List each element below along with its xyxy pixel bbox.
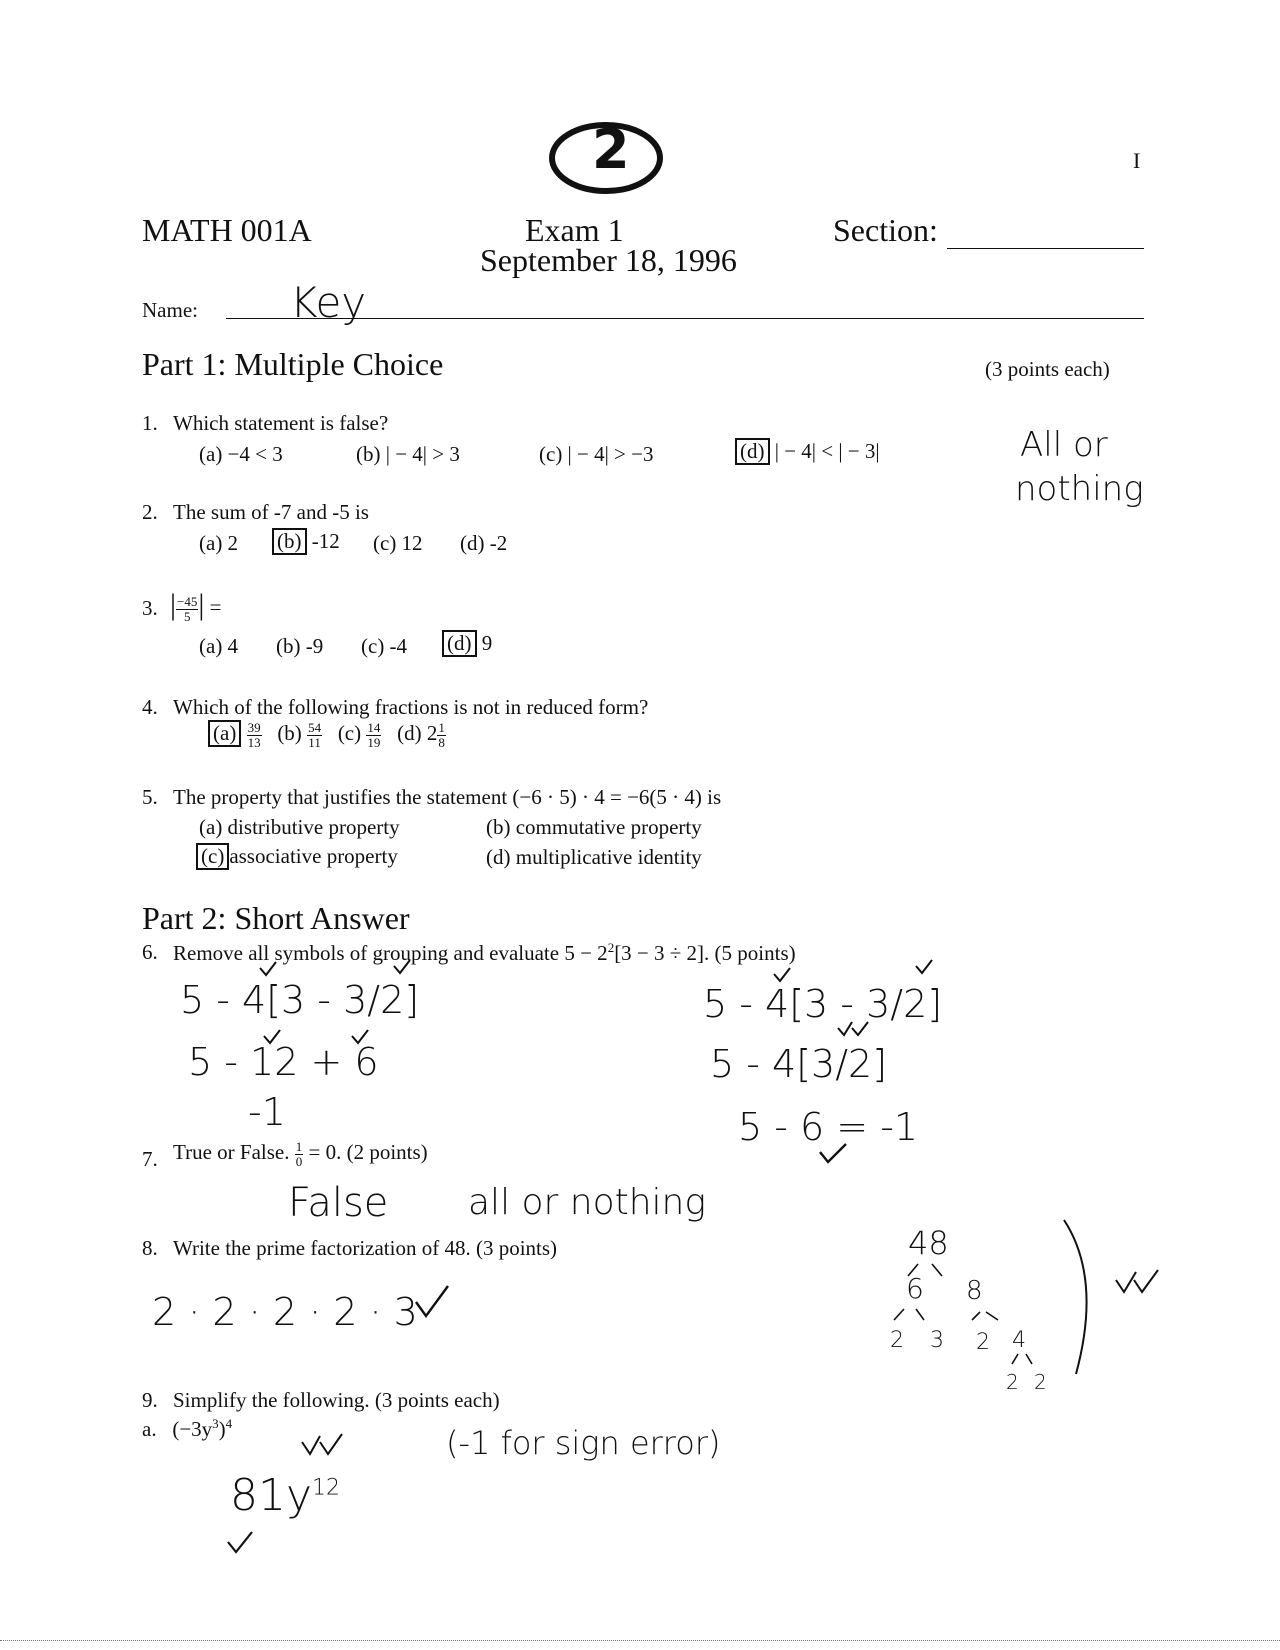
check-icon bbox=[414, 1284, 450, 1318]
q7-note: all or nothing bbox=[468, 1182, 706, 1223]
q3-option-d-text: 9 bbox=[481, 631, 493, 655]
q2-option-d: (d) -2 bbox=[460, 531, 508, 555]
tree-root: 48 bbox=[908, 1224, 949, 1262]
q7-answer: False bbox=[288, 1180, 389, 1226]
exam-title: Exam 1 bbox=[525, 212, 624, 248]
q3-answer-box: (d) bbox=[442, 630, 477, 657]
name-label: Name: bbox=[142, 298, 198, 322]
q5-option-d: (d) multiplicative identity bbox=[486, 845, 702, 869]
q6-work-left-3: -1 bbox=[248, 1090, 286, 1134]
tree-node: 2 bbox=[976, 1330, 990, 1355]
q6-number: 6. bbox=[142, 940, 158, 964]
q4-text: Which of the following fractions is not in reduced form? bbox=[173, 695, 649, 719]
q2-number: 2. bbox=[142, 500, 158, 524]
all-or-nothing-note-1: All or bbox=[1020, 425, 1108, 465]
q3-option-c: (c) -4 bbox=[361, 634, 408, 658]
q9-number: 9. bbox=[142, 1388, 158, 1412]
double-check-icon bbox=[300, 1432, 344, 1456]
tree-node: 8 bbox=[966, 1276, 983, 1306]
exam-date: September 18, 1996 bbox=[480, 242, 737, 278]
all-or-nothing-note-2: nothing bbox=[1015, 469, 1144, 509]
q3-number: 3. bbox=[142, 596, 158, 620]
q5-text: The property that justifies the statement (−6 · 5) · 4 = −6(5 · 4) is bbox=[173, 785, 722, 809]
q6-text: Remove all symbols of grouping and evaluate $5 - 2^2[3 - 3 \div 2]$. (5 points) bbox=[173, 940, 796, 965]
q1-option-d bbox=[735, 438, 880, 465]
q6-work-right-3: 5 - 6 = -1 bbox=[738, 1105, 919, 1149]
tree-node: 6 bbox=[906, 1272, 924, 1305]
check-icon bbox=[258, 960, 278, 978]
q3-fraction: $\frac{-45}{5}$ bbox=[177, 594, 198, 624]
q5-answer-box: (c) bbox=[196, 843, 229, 870]
q9-part-a: a. $(-3y^3)^4$ bbox=[142, 1416, 233, 1441]
check-icon bbox=[350, 1028, 370, 1046]
q7-number: 7. bbox=[142, 1147, 158, 1171]
tree-node: 2 bbox=[1034, 1370, 1047, 1394]
q9-answer: $81y^{12}$ bbox=[230, 1470, 341, 1521]
page-badge: 2 bbox=[592, 118, 630, 181]
check-icon bbox=[262, 1028, 282, 1046]
check-icon bbox=[226, 1530, 254, 1554]
q5-option-c-text: associative property bbox=[229, 844, 398, 868]
q8-answer: 2 · 2 · 2 · 2 · 3 bbox=[152, 1290, 418, 1334]
part2-title: Part 2: Short Answer bbox=[142, 900, 410, 936]
tree-node: 3 bbox=[930, 1328, 944, 1353]
tree-node: 2 bbox=[890, 1328, 904, 1353]
q5-number: 5. bbox=[142, 785, 158, 809]
q1-text: Which statement is false? bbox=[173, 411, 389, 435]
check-icon bbox=[818, 1140, 848, 1164]
section-label: Section: bbox=[833, 212, 938, 248]
q2-option-b bbox=[272, 528, 340, 555]
q4-answer-box: (a) bbox=[208, 720, 241, 747]
q6-work-left-2: 5 - 12 + 6 bbox=[188, 1040, 379, 1084]
q2-option-c: (c) 12 bbox=[373, 531, 423, 555]
double-check-icon bbox=[836, 1020, 870, 1038]
q6-work-left-1: 5 - 4[3 - 3/2] bbox=[180, 978, 420, 1022]
q2-text: The sum of -7 and -5 is bbox=[173, 500, 369, 524]
q2-option-a: (a) 2 bbox=[199, 531, 239, 555]
q8-text: Write the prime factorization of 48. (3 points) bbox=[173, 1236, 558, 1260]
q4-options: (a) $\frac{39}{13}$ (b) $\frac{54}{11}$ (c) $\frac{14}{19}$ (d) 2 $\frac{1}{8}$ bbox=[208, 720, 446, 749]
bracket-mark-icon bbox=[1062, 1218, 1102, 1378]
q3-expression: | $\frac{-45}{5}$ | = bbox=[170, 588, 222, 624]
q8-number: 8. bbox=[142, 1236, 158, 1260]
q3-option-b: (b) -9 bbox=[276, 634, 324, 658]
q9-note: (-1 for sign error) bbox=[446, 1424, 721, 1462]
scan-edge-noise bbox=[0, 1640, 1280, 1641]
corner-mark: I bbox=[1133, 148, 1141, 173]
tree-node: 2 bbox=[1006, 1370, 1019, 1394]
tree-node: 4 bbox=[1012, 1328, 1026, 1353]
q3-option-a: (a) 4 bbox=[199, 634, 239, 658]
q5-option-c bbox=[196, 843, 398, 870]
q9-text: Simplify the following. (3 points each) bbox=[173, 1388, 500, 1412]
check-icon bbox=[772, 966, 792, 984]
part1-title: Part 1: Multiple Choice bbox=[142, 346, 444, 382]
q6-work-right-1: 5 - 4[3 - 3/2] bbox=[703, 982, 943, 1026]
q5-option-a: (a) distributive property bbox=[199, 815, 400, 839]
factor-tree-branches bbox=[880, 1254, 1080, 1384]
q3-option-d bbox=[442, 630, 492, 657]
q1-option-a: (a) −4 < 3 bbox=[199, 442, 283, 466]
q6-work-right-2: 5 - 4[3/2] bbox=[710, 1042, 888, 1086]
q7-text: True or False. $\frac{1}{0}$ = 0. (2 points) bbox=[173, 1139, 428, 1169]
q5-option-b: (b) commutative property bbox=[486, 815, 702, 839]
q2-answer-box: (b) bbox=[272, 528, 307, 555]
q1-answer-box: (d) bbox=[735, 438, 770, 465]
check-icon bbox=[392, 958, 412, 976]
q2-option-b-text: -12 bbox=[311, 529, 340, 553]
double-check-icon bbox=[1114, 1268, 1160, 1296]
part1-points: (3 points each) bbox=[985, 357, 1110, 381]
q1-number: 1. bbox=[142, 411, 158, 435]
name-value: Key bbox=[290, 278, 367, 327]
q4-number: 4. bbox=[142, 695, 158, 719]
check-icon bbox=[914, 958, 934, 976]
course-title: MATH 001A bbox=[142, 212, 312, 248]
q1-option-d-text: | − 4| < | − 3| bbox=[774, 439, 880, 463]
q1-option-c: (c) | − 4| > −3 bbox=[539, 442, 654, 466]
section-line bbox=[947, 248, 1144, 249]
q1-option-b: (b) | − 4| > 3 bbox=[356, 442, 460, 466]
